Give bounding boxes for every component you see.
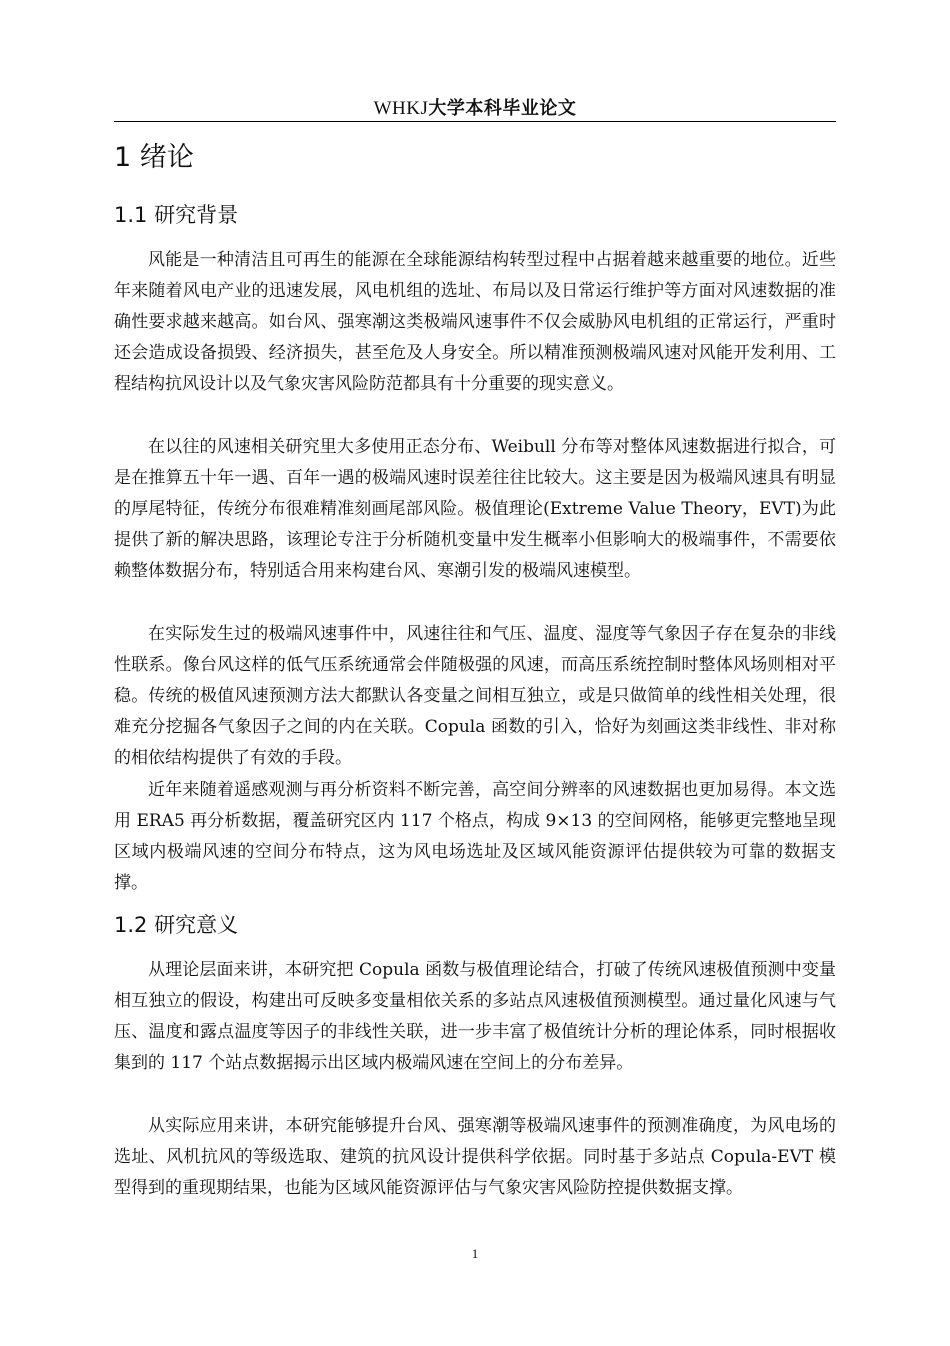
paragraph-significance-2: 从实际应用来讲，本研究能够提升台风、强寒潮等极端风速事件的预测准确度，为风电场的选址、风机抗风的等级选取、建筑的抗风设计提供科学依据。同时基于多站点 Copula-EVT 模型得到的重现期结果，也能为区域风能资源评估与气象灾害风险防控提供数据支撑。 <box>114 1116 836 1198</box>
chapter-heading: 1 绪论 <box>114 142 194 173</box>
paragraph-background-3: 在实际发生过的极端风速事件中，风速往往和气压、温度、湿度等气象因子存在复杂的非线性联系。像台风这样的低气压系统通常会伴随极强的风速，而高压系统控制时整体风场则相对平稳。传统的极值风速预测方法大都默认各变量之间相互独立，或是只做简单的线性相关处理，很难充分挖掘各气象因子之间的内在关联。Copula 函数的引入，恰好为刻画这类非线性、非对称的相依结构提供了有效的手段。 <box>114 624 836 768</box>
header-title: 大学本科毕业论文 <box>428 98 577 119</box>
section-heading-background: 1.1 研究背景 <box>114 203 239 227</box>
header-code: WHKJ <box>373 98 429 119</box>
header-rule <box>114 121 836 122</box>
paragraph-background-4: 近年来随着遥感观测与再分析资料不断完善，高空间分辨率的风速数据也更加易得。本文选用 ERA5 再分析数据，覆盖研究区内 117 个格点，构成 9×13 的空间网格，能够更完整地呈现区域内极端风速的空间分布特点，这为风电场选址及区域风能资源评估提供较为可靠的数据支撑。 <box>114 780 836 893</box>
running-header <box>114 96 836 120</box>
paragraph-background-2: 在以往的风速相关研究里大多使用正态分布、Weibull 分布等对整体风速数据进行拟合，可是在推算五十年一遇、百年一遇的极端风速时误差往往比较大。这主要是因为极端风速具有明显的厚尾特征，传统分布很难精准刻画尾部风险。极值理论(Extreme Value Theory，EVT)为此提供了新的解决思路，该理论专注于分析随机变量中发生概率小但影响大的极端事件，不需要依赖整体数据分布，特别适合用来构建台风、寒潮引发的极端风速模型。 <box>114 437 836 581</box>
paragraph-significance-1: 从理论层面来讲，本研究把 Copula 函数与极值理论结合，打破了传统风速极值预测中变量相互独立的假设，构建出可反映多变量相依关系的多站点风速极值预测模型。通过量化风速与气压、温度和露点温度等因子的非线性关联，进一步丰富了极值统计分析的理论体系，同时根据收集到的 117 个站点数据揭示出区域内极端风速在空间上的分布差异。 <box>114 960 836 1073</box>
paragraph-background-1: 风能是一种清洁且可再生的能源在全球能源结构转型过程中占据着越来越重要的地位。近些年来随着风电产业的迅速发展，风电机组的选址、布局以及日常运行维护等方面对风速数据的准确性要求越来越高。如台风、强寒潮这类极端风速事件不仅会威胁风电机组的正常运行，严重时还会造成设备损毁、经济损失，甚至危及人身安全。所以精准预测极端风速对风能开发利用、工程结构抗风设计以及气象灾害风险防范都具有十分重要的现实意义。 <box>114 250 836 394</box>
section-heading-significance: 1.2 研究意义 <box>114 913 239 937</box>
page-number: 1 <box>471 1246 479 1261</box>
